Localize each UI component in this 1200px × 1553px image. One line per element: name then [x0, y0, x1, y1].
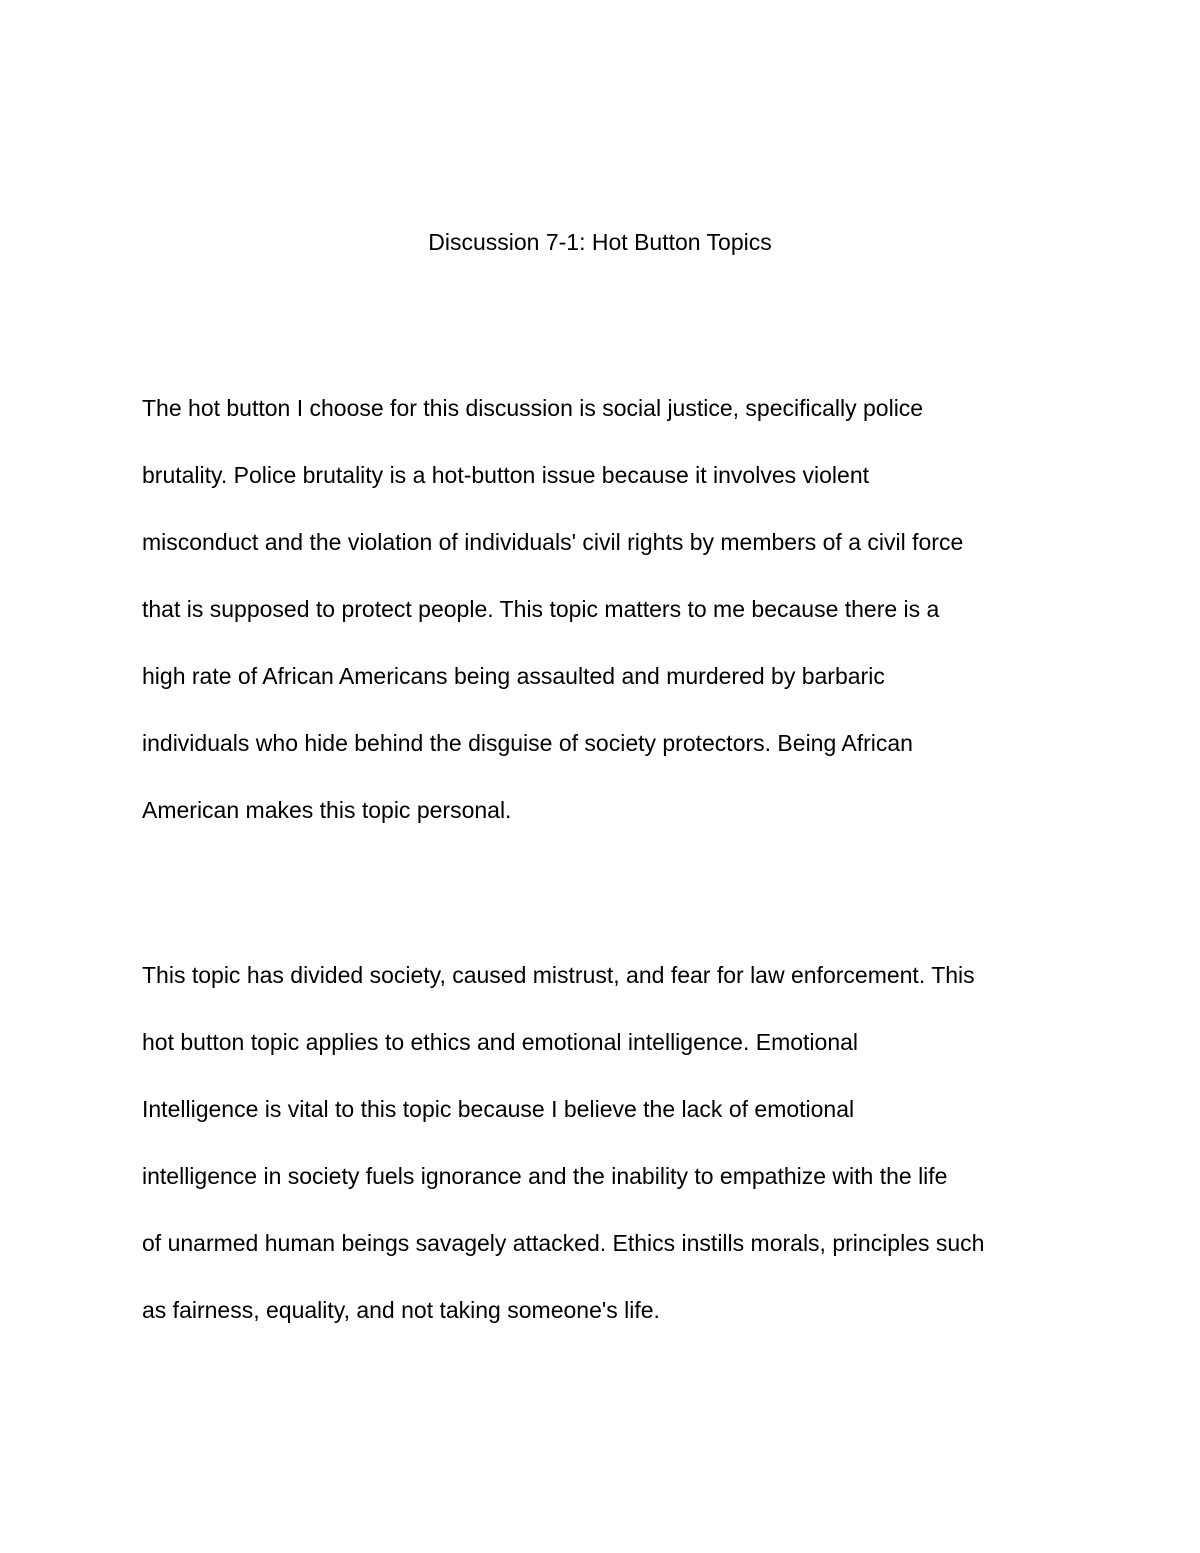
paragraph-line: of unarmed human beings savagely attacked. Ethics instills morals, principles such	[142, 1230, 985, 1256]
paragraph-line: brutality. Police brutality is a hot-button issue because it involves violent	[142, 462, 870, 488]
paragraph-line: individuals who hide behind the disguise of society protectors. Being African	[142, 730, 913, 756]
document-title: Discussion 7-1: Hot Button Topics	[428, 229, 772, 255]
paragraph-line: American makes this topic personal.	[142, 797, 512, 823]
paragraph-line: misconduct and the violation of individuals' civil rights by members of a civil force	[142, 529, 964, 555]
paragraph-line: intelligence in society fuels ignorance and the inability to empathize with the life	[142, 1163, 948, 1189]
paragraph-line: hot button topic applies to ethics and emotional intelligence. Emotional	[142, 1029, 859, 1055]
paragraph-line: that is supposed to protect people. This topic matters to me because there is a	[142, 596, 940, 622]
paragraph-line: The hot button I choose for this discussion is social justice, specifically police	[142, 395, 924, 421]
paragraph-line: Intelligence is vital to this topic because I believe the lack of emotional	[142, 1096, 855, 1122]
paragraph-line: high rate of African Americans being assaulted and murdered by barbaric	[142, 663, 885, 689]
paragraph-line: This topic has divided society, caused mistrust, and fear for law enforcement. This	[142, 962, 975, 988]
paragraph-line: as fairness, equality, and not taking someone's life.	[142, 1297, 660, 1323]
